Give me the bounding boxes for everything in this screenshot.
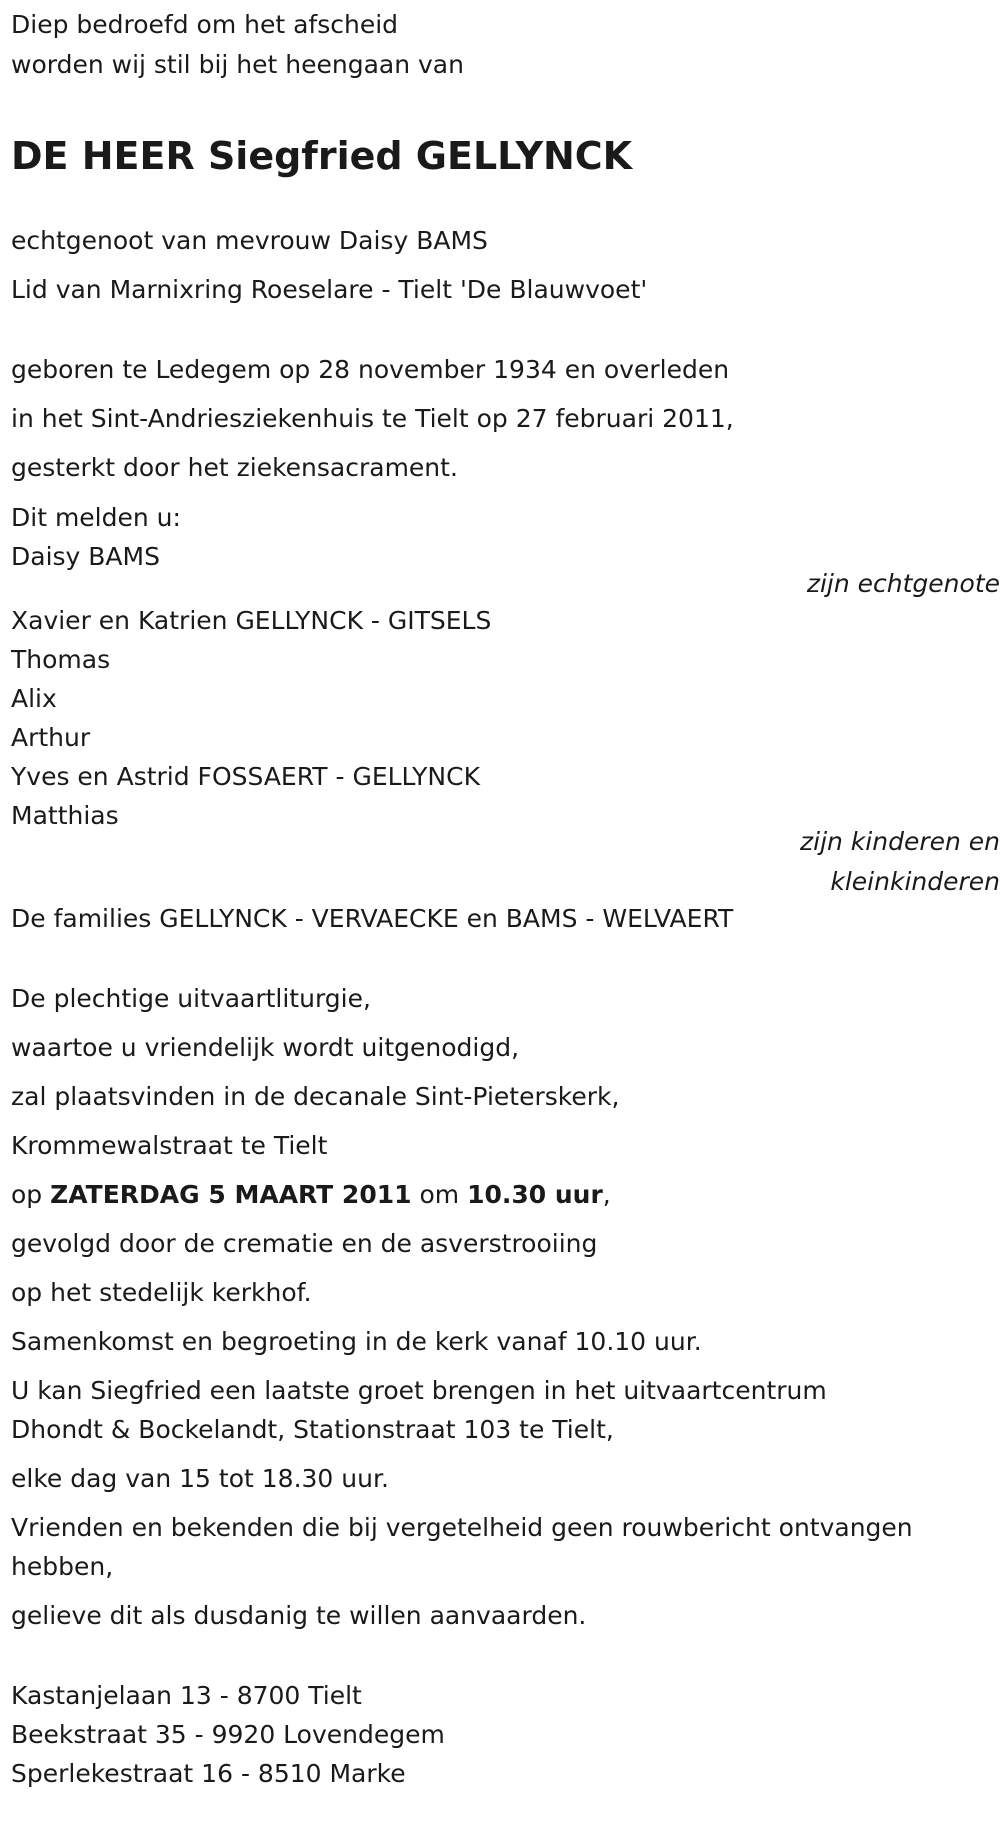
address-line: Beekstraat 35 - 9920 Lovendegem: [11, 1720, 445, 1749]
membership-line: Lid van Marnixring Roeselare - Tielt 'De Blauwvoet': [11, 275, 648, 304]
funeral-line-9: U kan Siegfried een laatste groet brengen in het uitvaartcentrum: [11, 1376, 827, 1405]
family-member: Alix: [11, 684, 57, 713]
family-member: Thomas: [11, 645, 111, 674]
funeral-line-3: zal plaatsvinden in de decanale Sint-Pieterskerk,: [11, 1082, 620, 1111]
funeral-line-8: Samenkomst en begroeting in de kerk vanaf 10.10 uur.: [11, 1327, 702, 1356]
birth-death-line-3: gesterkt door het ziekensacrament.: [11, 453, 458, 482]
family-member: Arthur: [11, 723, 91, 752]
funeral-line-14: gelieve dit als dusdanig te willen aanvaarden.: [11, 1601, 587, 1630]
funeral-line-12: Vrienden en bekenden die bij vergetelheid geen rouwbericht ontvangen: [11, 1513, 913, 1542]
funeral-line-11: elke dag van 15 tot 18.30 uur.: [11, 1464, 389, 1493]
address-line: Sperlekestraat 16 - 8510 Marke: [11, 1759, 406, 1788]
announcers-heading: Dit melden u:: [11, 503, 181, 532]
family-member: Yves en Astrid FOSSAERT - GELLYNCK: [11, 762, 480, 791]
funeral-line-13: hebben,: [11, 1552, 114, 1581]
families-line: De families GELLYNCK - VERVAECKE en BAMS - WELVAERT: [11, 904, 734, 933]
spouse-role: zijn echtgenote: [806, 569, 1000, 598]
birth-death-line-1: geboren te Ledegem op 28 november 1934 en overleden: [11, 355, 730, 384]
family-member: Xavier en Katrien GELLYNCK - GITSELS: [11, 606, 492, 635]
date-mid: om: [411, 1180, 468, 1209]
spouse-name: Daisy BAMS: [11, 542, 160, 571]
children-role-line-1: zijn kinderen en: [800, 827, 1000, 856]
intro-line-2: worden wij stil bij het heengaan van: [11, 50, 464, 79]
family-member: Matthias: [11, 801, 119, 830]
children-role-line-2: kleinkinderen: [830, 867, 1000, 896]
spouse-line: echtgenoot van mevrouw Daisy BAMS: [11, 226, 488, 255]
funeral-line-7: op het stedelijk kerkhof.: [11, 1278, 312, 1307]
funeral-time: 10.30 uur: [467, 1180, 603, 1209]
funeral-line-2: waartoe u vriendelijk wordt uitgenodigd,: [11, 1033, 520, 1062]
address-line: Kastanjelaan 13 - 8700 Tielt: [11, 1681, 362, 1710]
funeral-line-6: gevolgd door de crematie en de asverstrooiing: [11, 1229, 598, 1258]
funeral-date: ZATERDAG 5 MAART 2011: [50, 1180, 412, 1209]
funeral-date-line: [11, 1180, 611, 1210]
date-prefix: op: [11, 1180, 51, 1209]
funeral-line-10: Dhondt & Bockelandt, Stationstraat 103 te Tielt,: [11, 1415, 614, 1444]
intro-line-1: Diep bedroefd om het afscheid: [11, 10, 399, 39]
funeral-line-4: Krommewalstraat te Tielt: [11, 1131, 328, 1160]
date-suffix: ,: [602, 1180, 611, 1209]
funeral-line-1: De plechtige uitvaartliturgie,: [11, 984, 371, 1013]
birth-death-line-2: in het Sint-Andriesziekenhuis te Tielt op 27 februari 2011,: [11, 404, 734, 433]
deceased-name: DE HEER Siegfried GELLYNCK: [11, 134, 633, 178]
